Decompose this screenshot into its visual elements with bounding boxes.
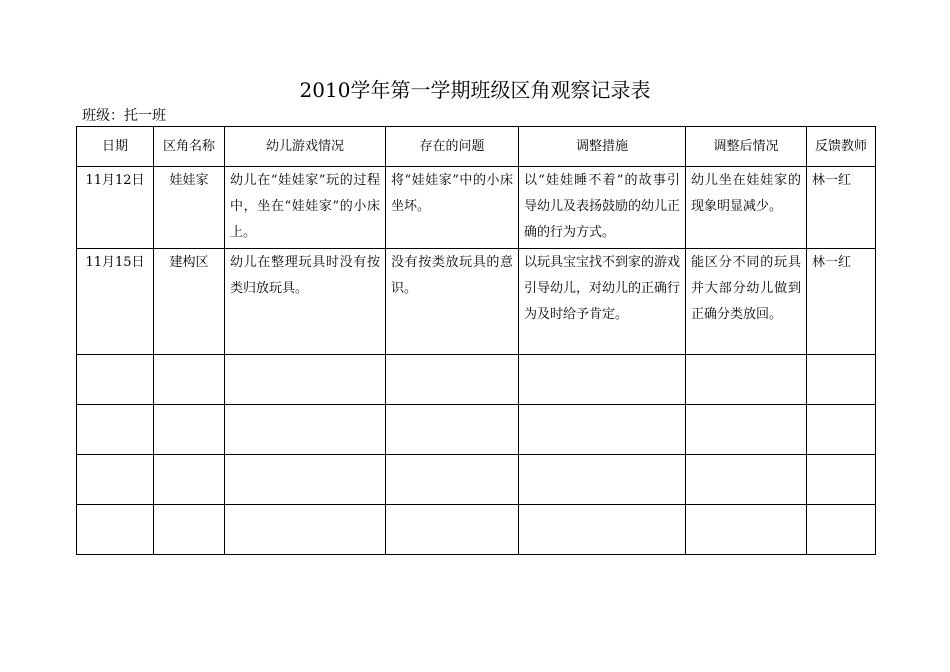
cell-problem: 将“娃娃家”中的小床坐坏。 [386,167,519,249]
cell-empty [386,405,519,455]
cell-play: 幼儿在“娃娃家”玩的过程中，坐在“娃娃家”的小床上。 [225,167,386,249]
cell-empty [154,455,225,505]
cell-teacher: 林一红 [807,167,876,249]
table-row-empty [77,355,876,405]
cell-empty [519,405,686,455]
header-play-situation: 幼儿游戏情况 [225,127,386,167]
cell-empty [77,405,154,455]
table-row [77,167,876,249]
table-header-row [77,127,876,167]
cell-empty [386,505,519,555]
cell-problem: 没有按类放玩具的意识。 [386,249,519,355]
cell-teacher: 林一红 [807,249,876,355]
table-row-empty [77,455,876,505]
cell-empty [519,505,686,555]
cell-empty [686,405,807,455]
table-row [77,249,876,355]
cell-empty [225,355,386,405]
header-date: 日期 [77,127,154,167]
table-row-empty [77,505,876,555]
cell-date: 11月12日 [77,167,154,249]
observation-record-table [76,126,876,555]
cell-date: 11月15日 [77,249,154,355]
page-title: 2010学年第一学期班级区角观察记录表 [299,78,651,102]
cell-empty [77,505,154,555]
cell-empty [225,455,386,505]
table-row-empty [77,405,876,455]
cell-empty [686,455,807,505]
cell-empty [519,355,686,405]
cell-measure: 以“娃娃睡不着”的故事引导幼儿及表扬鼓励的幼儿正确的行为方式。 [519,167,686,249]
cell-empty [686,355,807,405]
cell-empty [807,405,876,455]
class-label: 班级：托一班 [82,108,166,124]
header-adjustment-measure: 调整措施 [519,127,686,167]
cell-empty [686,505,807,555]
cell-empty [519,455,686,505]
header-after-adjustment: 调整后情况 [686,127,807,167]
cell-empty [77,455,154,505]
header-feedback-teacher: 反馈教师 [807,127,876,167]
cell-area: 建构区 [154,249,225,355]
cell-empty [77,355,154,405]
cell-empty [807,505,876,555]
cell-empty [225,505,386,555]
cell-empty [807,355,876,405]
cell-empty [154,505,225,555]
cell-empty [225,405,386,455]
cell-empty [386,455,519,505]
header-area-name: 区角名称 [154,127,225,167]
cell-area: 娃娃家 [154,167,225,249]
cell-empty [154,355,225,405]
cell-after: 能区分不同的玩具并大部分幼儿做到正确分类放回。 [686,249,807,355]
cell-empty [807,455,876,505]
cell-empty [386,355,519,405]
cell-empty [154,405,225,455]
header-existing-problem: 存在的问题 [386,127,519,167]
cell-after: 幼儿坐在娃娃家的现象明显减少。 [686,167,807,249]
cell-play: 幼儿在整理玩具时没有按类归放玩具。 [225,249,386,355]
cell-measure: 以玩具宝宝找不到家的游戏引导幼儿，对幼儿的正确行为及时给予肯定。 [519,249,686,355]
